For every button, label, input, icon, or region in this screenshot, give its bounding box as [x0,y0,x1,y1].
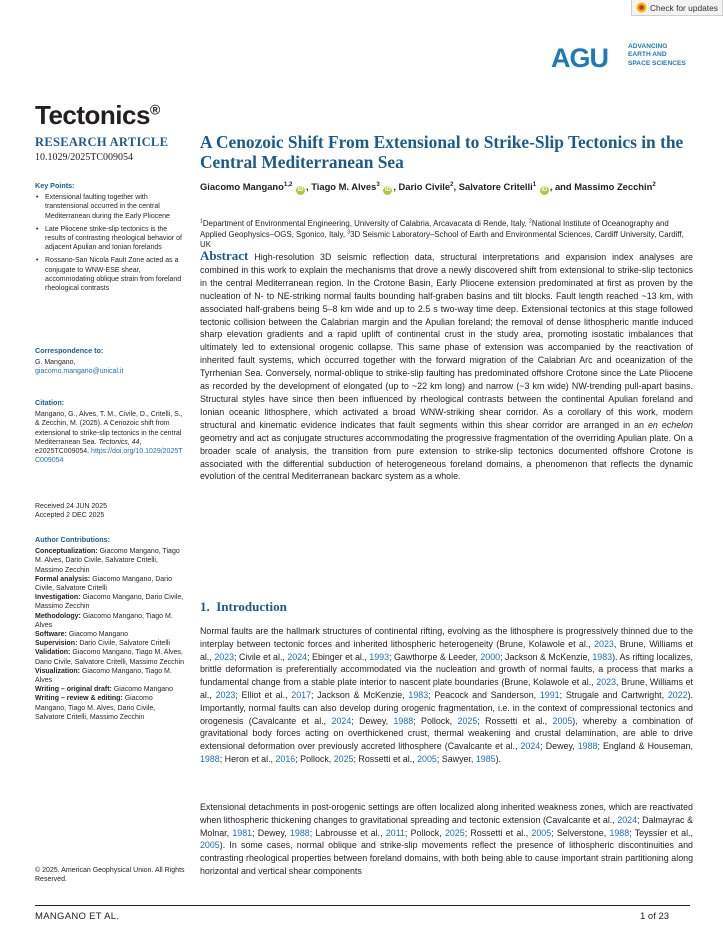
check-for-updates-badge[interactable] [631,0,723,16]
author-name: Tiago M. Alves [311,181,377,192]
citation-link[interactable]: 2023 [594,638,614,649]
correspondence-email[interactable]: giacomo.mangano@unical.it [35,368,124,376]
citation-link[interactable]: 2025 [333,753,354,764]
agu-tagline: ADVANCING EARTH AND SPACE SCIENCES [628,43,686,67]
citation-link[interactable]: 2024 [617,814,638,825]
body-text: ; Elliot et al., [235,689,292,700]
body-text: ). As rifting localizes, brittle deformation is preferentially accommodated via the nucleation and growth of normal faults, a process that marks a fundamental change from a stable plate interior to nascent plate boundaries (Brune, Kolawole et al., [200,651,693,688]
body-text: ; Selverstone, [551,827,610,838]
section-heading-introduction: 1. Introduction [200,599,287,614]
orcid-icon[interactable]: iD [297,187,304,193]
author-name: Salvatore Critelli [458,181,533,192]
body-text: ; Pollock, [404,827,445,838]
body-text: ; Rossetti et al., [353,753,418,764]
body-text: ; Dewey, [540,741,578,752]
body-text: ; Civile et al., [234,651,288,662]
citation-link[interactable]: 1988 [577,741,598,752]
correspondence [35,346,185,377]
citation-link[interactable]: 2017 [291,689,312,700]
citation-link[interactable]: 2023 [214,651,235,662]
abstract-heading: Abstract [200,248,249,263]
check-updates-icon [636,2,647,13]
citation-link[interactable]: 2005 [552,715,573,726]
journal-name: Tectonics® [35,100,160,130]
citation-link[interactable]: 2000 [480,651,501,662]
page-number: 1 of 23 [640,911,670,922]
article-type: RESEARCH ARTICLE [35,135,169,149]
intro-paragraph-1 [200,625,693,766]
body-text: ; Jackson & McKenzie, [311,689,409,700]
body-text: ; Gawthorpe & Leeder, [389,651,481,662]
citation-link[interactable]: 2011 [385,827,405,838]
body-text: ; Labrousse et al., [309,827,386,838]
citation-link[interactable]: 1993 [369,651,390,662]
key-point-item: • Late Pliocene strike-slip tectonics is the results of contrasting rheological behavior of adjacent Apulian and Ionian forelands [35,225,185,253]
citation-link[interactable]: 2005 [200,840,220,851]
body-text: ; Strugale and Cartwright, [559,689,668,700]
citation-link[interactable]: 1991 [539,689,560,700]
author-name: Giacomo Mangano [200,181,284,192]
accepted-date: Accepted 2 DEC 2025 [35,512,105,520]
citation-text: Mangano, G., Alves, T. M., Civile, D., Critelli, S., & Zecchin, M. (2025). A Cenozoic shift from extensional to strike-slip tectonics in the central Mediterranean Sea. Tectonics, 44, e2025TC009054. https://doi.org/10.1029/2025TC009054 [35,411,183,465]
citation-heading: Citation: [35,398,65,407]
body-text: ; Sawyer, [436,753,476,764]
citation-link[interactable]: 2025 [457,715,478,726]
citation-link[interactable]: 2025 [444,827,465,838]
contributions-heading: Author Contributions: [35,535,111,544]
article-doi[interactable]: 10.1029/2025TC009054 [35,152,134,163]
citation-link[interactable]: 1983 [408,689,429,700]
copyright-notice: © 2025. American Geophysical Union. All Rights Reserved. [35,867,185,884]
body-text: ; Pollock, [413,715,458,726]
citation-link[interactable]: 2024 [331,715,352,726]
body-text: ; Rossetti et al., [477,715,553,726]
citation-link[interactable]: 2005 [417,753,437,764]
body-text: ). [495,753,502,764]
citation [35,398,185,465]
body-text: ), whereby a combination of gravitational body forces acting on overthickened crust, thermal weakening and crustal delamination, are able to drive extensional deformation over previously accreted lithosphere (Cavalcante et al., [200,715,693,752]
agu-logo: AGU [551,43,608,73]
citation-link[interactable]: 1985 [475,753,496,764]
citation-link[interactable]: 2024 [520,741,541,752]
dates [35,502,185,520]
citation-link[interactable]: 2005 [531,827,552,838]
correspondence-name: G. Mangano, [35,359,76,367]
body-text: ; Ebinger et al., [307,651,370,662]
key-point-item: • Rossano-San Nicola Fault Zone acted as a conjugate to WNW-ESE shear, accommodating oblique strain from foreland rheological contrasts [35,256,185,293]
body-text: ; Dewey, [252,827,290,838]
citation-link[interactable]: 2016 [275,753,296,764]
body-text: ). In some cases, normal oblique and strike-slip movements reflect the presence of lithospheric discontinuities and contrasting rheological properties between foreland domains, with both being able to cause important strain partitioning along horizontal and vertical shear components [200,840,693,876]
author-contributions: Author Contributions: Conceptualization: Giacomo Mangano, Tiago M. Alves, Dario Civile, Salvatore Critelli, Massimo Zecchin Formal analysis: Giacomo Mangano, Dario Civile, Salvatore Critelli Investigation: Giacomo Mangano, Dario Civile, Massimo Zecchin Methodology: Giacomo Mangano, Tiago M. Alves Software: Giacomo Mangano Supervision: Dario Civile, Salvatore Critelli Validation: Giacomo Mangano, Tiago M. Alves, Dario Civile, Salvatore Critelli, Massimo Zecchin Visualization: Giacomo Mangano, Tiago M. Alves Writing – original draft: Giacomo Mangano Writing – review & editing: Giacomo Mangano, Tiago M. Alves, Dario Civile, Salvatore Critelli, Massimo Zecchin [35,535,184,721]
key-point-item: • Extensional faulting together with transtensional occurred in the central Mediterranean during the Early Pliocene [35,193,185,221]
citation-link[interactable]: 2022 [667,689,688,700]
citation-link[interactable]: 1988 [609,827,630,838]
citation-link[interactable]: 1981 [232,827,253,838]
orcid-icon[interactable]: iD [384,187,391,193]
citation-link[interactable]: 2023 [596,677,617,688]
intro-paragraph-2 [200,801,693,878]
citation-link[interactable]: 1988 [393,715,414,726]
body-text: , Brune, Williams et al., [200,638,693,662]
body-text: , Brune, Williams et al., [200,677,693,700]
check-for-updates-label[interactable]: Check for updates [650,2,718,13]
body-text: Normal faults are the hallmark structures of continental rifting, evolving as the lithosphere is progressively thinned due to the interplay between tectonic forces and inherited lithospheric heterogeneity (Brune, Kolawole et al., [200,626,693,649]
body-text: ). Importantly, normal faults can also develop during orogenic fragmentation, i.e. in the context of compressional tectonics and orogenesis (Cavalcante et al., [200,689,694,726]
key-points-heading: Key Points: [35,181,75,190]
citation-link[interactable]: 1988 [289,827,310,838]
citation-link[interactable]: 2023 [215,689,236,700]
footer-divider [35,905,690,906]
body-text: ; Heron et al., [219,753,276,764]
citation-link[interactable]: 2024 [287,651,308,662]
footer-author: MANGANO ET AL. [35,911,120,922]
author-list: Giacomo Mangano$^{1,2}$ iD , Tiago M. Alves$^3$ iD , Dario Civile$^2$, Salvatore Critelli$^1$ iD , and Massimo Zecchin$^2$ [200,180,656,193]
body-text: Extensional detachments in post-orogenic settings are often localized along inherited weakness zones, which are reactivated when lithospheric thickening changes to gravitational spreading and tectonic extension (Cavalcante et al., [200,802,693,825]
citation-link[interactable]: https://doi.org/10.1029/2025TC009054 [35,448,183,465]
body-text: ; Teyssier et al., [629,827,693,838]
body-text: ; England & Houseman, [597,741,693,752]
orcid-icon[interactable]: iD [541,187,548,193]
author-name: Massimo Zecchin [574,181,653,192]
key-points [35,181,185,297]
received-date: Received 24 JUN 2025 [35,503,107,510]
abstract: Abstract High-resolution 3D seismic reflection data, structural interpretations and expansion index analyses are combined in this work to explain the mechanisms that drove a newly discovered shift from extensional to strike-slip tectonics in the central Mediterranean region. In the Crotone Basin, Early Pliocene extension predominated at first as proven by the nucleation of N- to NE-striking normal faults bounding half-graben basins and tilt blocks. Fault length reached ~13 km, with associated half-grabens being 5–8 km wide and up to 2.5 s two-way time deep. Extensional tectonics at this stage followed tectonic collision between the Calabrian margin and the Apulian foreland; the removal of dense lithospheric mantle induced sharp elevation gradients and a rapid uplift of continental crust in the study area, promoting isostatic imbalances that ultimately led to extensional orogenic collapse. This same phase of extension was accompanied by the reactivation of inherited fault systems, which occurred together with the forward migration of the Calabrian Arc and oceanization of the Tyrrhenian Sea. Conversely, normal-oblique to strike-slip faulting has predominated offshore Crotone since the Late Pliocene as recorded by the development of elongated (up to ~22 km long) and narrow (~3 km wide) NW-trending pull-apart basins. Structural styles have since then been influenced by rheological contrasts between the continental Apulian foreland and Ionian oceanic lithosphere, which activated a broad WNW-striking shear corridor. As a corollary of this work, modern structural and kinematic evidence indicates that fault segments within this shear corridor are arranged in an en echelon geometry and act as conjugate structures accommodating the progressive fragmentation of the overriding Apulian plate. On a broader scale of analysis, the transition from pure extension to strike-slip tectonics documented offshore Crotone is associated with the differential subduction of heterogeneous foreland domains, a phenomenon that reflects the dynamic evolution of the central Mediterranean backarc system as a whole. [200,248,693,482]
affiliations: $^1$Department of Environmental Engineering, University of Calabria, Arcavacata di Rende, Italy, $^2$National Institute of Oceanography and Applied Geophysics–OGS, Sgonico, Italy, $^3$3D Seismic Laboratory–School of Earth and Environmental Sciences, Cardiff University, Cardiff, UK [200,218,684,249]
body-text: ; Pollock, [295,753,334,764]
citation-link[interactable]: 1988 [200,753,220,764]
body-text: ; Dewey, [351,715,394,726]
author-name: Dario Civile [398,181,451,192]
body-text: ; Peacock and Sanderson, [428,689,540,700]
body-text: ; Dalmayrac & Molnar, [200,814,693,838]
correspondence-heading: Correspondence to: [35,346,104,355]
body-text: ; Jackson & McKenzie, [500,651,593,662]
body-text: ; Rossetti et al., [464,827,532,838]
citation-link[interactable]: 1983 [592,651,613,662]
article-title: A Cenozoic Shift From Extensional to Strike-Slip Tectonics in the Central Mediterranean Sea [200,132,684,172]
